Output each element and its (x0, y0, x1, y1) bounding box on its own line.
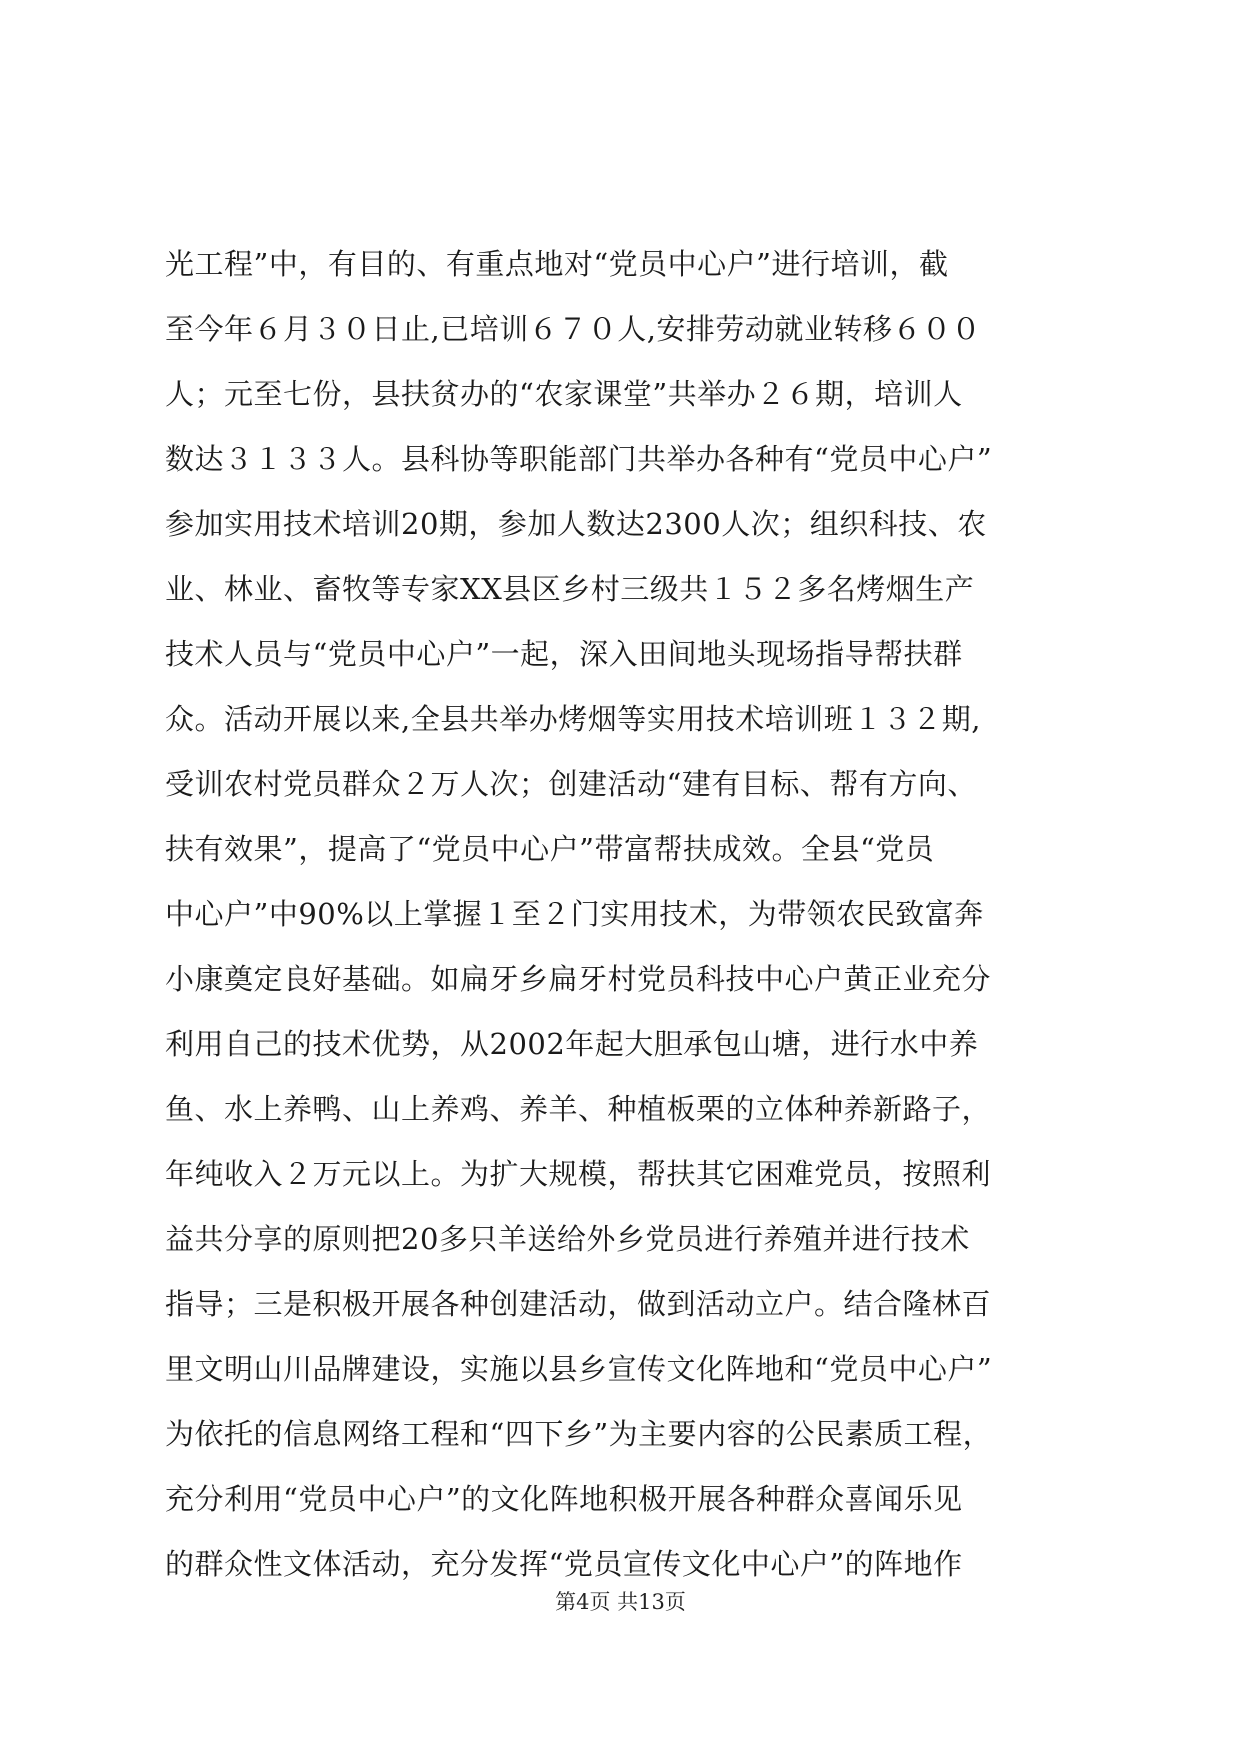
text-line: 年纯收入２万元以上。为扩大规模，帮扶其它困难党员，按照利 (165, 1157, 992, 1191)
text-line: 小康奠定良好基础。如扁牙乡扁牙村党员科技中心户黄正业充分 (165, 962, 992, 996)
text-line: 光工程”中，有目的、有重点地对“党员中心户”进行培训，截 (165, 247, 949, 281)
text-line: 众。活动开展以来,全县共举办烤烟等实用技术培训班１３２期, (165, 702, 981, 736)
text-line: 数达３１３３人。县科协等职能部门共举办各种有“党员中心户” (165, 442, 993, 476)
text-line: 鱼、水上养鸭、山上养鸡、养羊、种植板栗的立体种养新路子， (165, 1092, 992, 1126)
text-line: 参加实用技术培训20期，参加人数达2300人次；组织科技、农 (165, 507, 987, 541)
text-line: 的群众性文体活动，充分发挥“党员宣传文化中心户”的阵地作 (165, 1547, 963, 1581)
text-line: 为依托的信息网络工程和“四下乡”为主要内容的公民素质工程， (165, 1417, 993, 1451)
text-line: 指导；三是积极开展各种创建活动，做到活动立户。结合隆林百 (165, 1287, 992, 1321)
text-line: 充分利用“党员中心户”的文化阵地积极开展各种群众喜闻乐见 (165, 1482, 963, 1516)
page-number-footer: 第4页 共13页 (555, 1590, 686, 1614)
text-line: 扶有效果”，提高了“党员中心户”带富帮扶成效。全县“党员 (165, 832, 935, 866)
text-line: 里文明山川品牌建设，实施以县乡宣传文化阵地和“党员中心户” (165, 1352, 993, 1386)
text-line: 中心户”中90%以上掌握１至２门实用技术，为带领农民致富奔 (165, 897, 984, 931)
text-line: 技术人员与“党员中心户”一起，深入田间地头现场指导帮扶群 (165, 637, 963, 671)
text-line: 益共分享的原则把20多只羊送给外乡党员进行养殖并进行技术 (165, 1222, 970, 1256)
text-line: 受训农村党员群众２万人次；创建活动“建有目标、帮有方向、 (165, 767, 977, 801)
text-line: 人；元至七份，县扶贫办的“农家课堂”共举办２６期，培训人 (165, 377, 963, 411)
text-line: 利用自己的技术优势，从2002年起大胆承包山塘，进行水中养 (165, 1027, 979, 1061)
text-line: 至今年６月３０日止,已培训６７０人,安排劳动就业转移６００ (165, 312, 981, 346)
body-text (165, 232, 1080, 1597)
text-line: 业、林业、畜牧等专家XX县区乡村三级共１５２多名烤烟生产 (165, 572, 975, 606)
